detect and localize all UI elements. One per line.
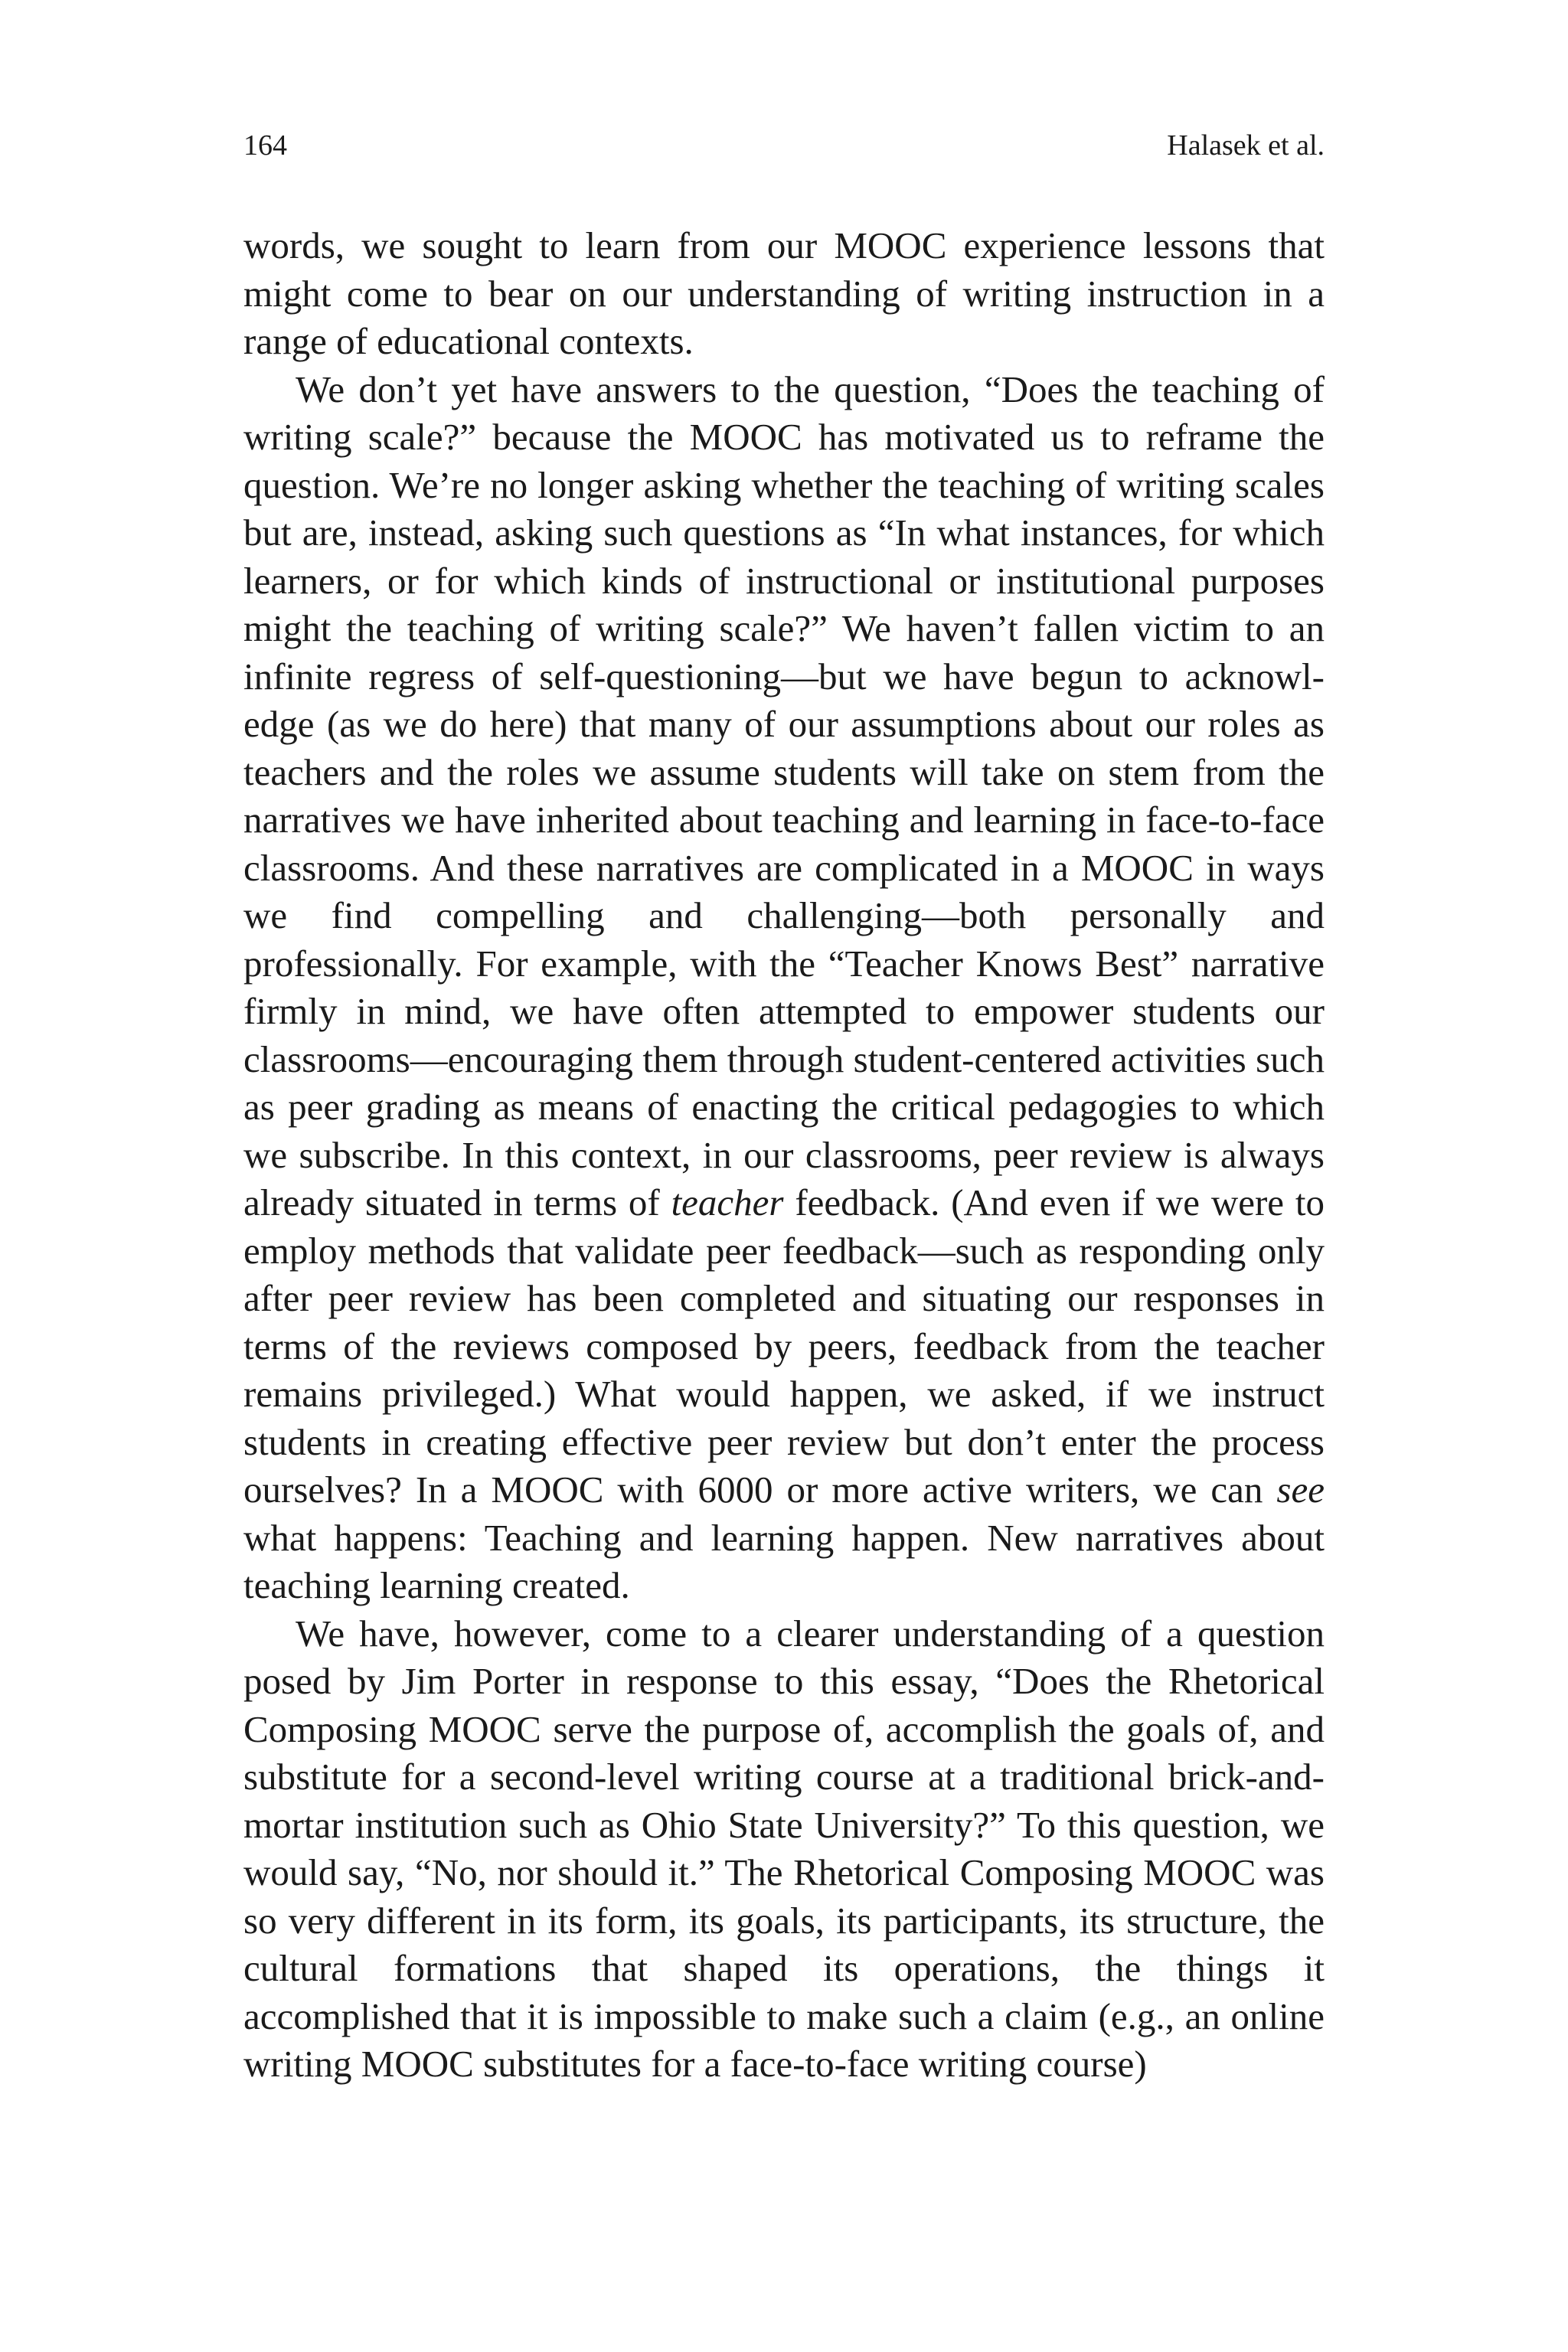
emphasis-text: teacher <box>671 1181 784 1223</box>
author-running-head: Halasek et al. <box>1167 129 1325 162</box>
paragraph-continued <box>243 222 1325 366</box>
body-text <box>243 222 1325 2089</box>
paragraph-text: We have, however, come to a clearer understanding of a question posed by Jim Porter in response to this essay, “Does the Rhetorical Composing MOOC serve the purpose of, accomplish the goals of, and substitute for a second-level writing course at a traditional brick-and-mortar institution such as Ohio State University?” To this question, we would say, “No, nor should it.” The Rhetorical Composing MOOC was so very different in its form, its goals, its participants, its structure, the cultural formations that shaped its operations, the things it accomplished that it is impossible to make such a claim (e.g., an online writing MOOC substitutes for a face-to-face writing course) <box>243 1612 1325 2085</box>
running-head <box>243 122 1325 168</box>
paragraph <box>243 366 1325 1610</box>
paragraph-text: We don’t yet have answers to the question, “Does the teaching of writing scale?” because the MOOC has motivated us to reframe the question. We’re no longer asking whether the teaching of writing scales but are, instead, asking such questions as “In what instances, for which learners, or for which kinds of instructional or institutional purposes might the teaching of writing scale?” We haven’t fallen victim to an infinite regress of self-questioning—but we have begun to acknowledge (as we do here) that many of our assumptions about our roles as teachers and the roles we assume students will take on stem from the narratives we have inherited about teaching and learning in face-to-face classrooms. And these narratives are complicated in a MOOC in ways we find compelling and challenging—both personally and professionally. For example, with the “Teacher Knows Best” narrative firmly in mind, we have often attempted to empower students our classrooms—encouraging them through student-centered activities such as peer grading as means of enacting the critical pedagogies to which we subscribe. In this context, in our classrooms, peer review is always already situated in terms of <box>243 368 1325 1223</box>
paragraph-text: words, we sought to learn from our MOOC experience lessons that might come to bear on our understanding of writing instruction in a range of educational contexts. <box>243 224 1325 362</box>
page-number: 164 <box>243 129 287 162</box>
paragraph-text: feedback. (And even if we were to employ methods that validate peer feedback—such as responding only after peer review has been completed and situating our responses in terms of the reviews composed by peers, feedback from the teacher remains privileged.) What would happen, we asked, if we instruct students in creating effective peer review but don’t enter the process ourselves? In a MOOC with 6000 or more active writers, we can <box>243 1181 1325 1511</box>
paragraph-text: what happens: Teaching and learning happen. New narratives about teaching learning created. <box>243 1516 1325 1606</box>
emphasis-text: see <box>1276 1468 1325 1511</box>
paragraph <box>243 1610 1325 2089</box>
